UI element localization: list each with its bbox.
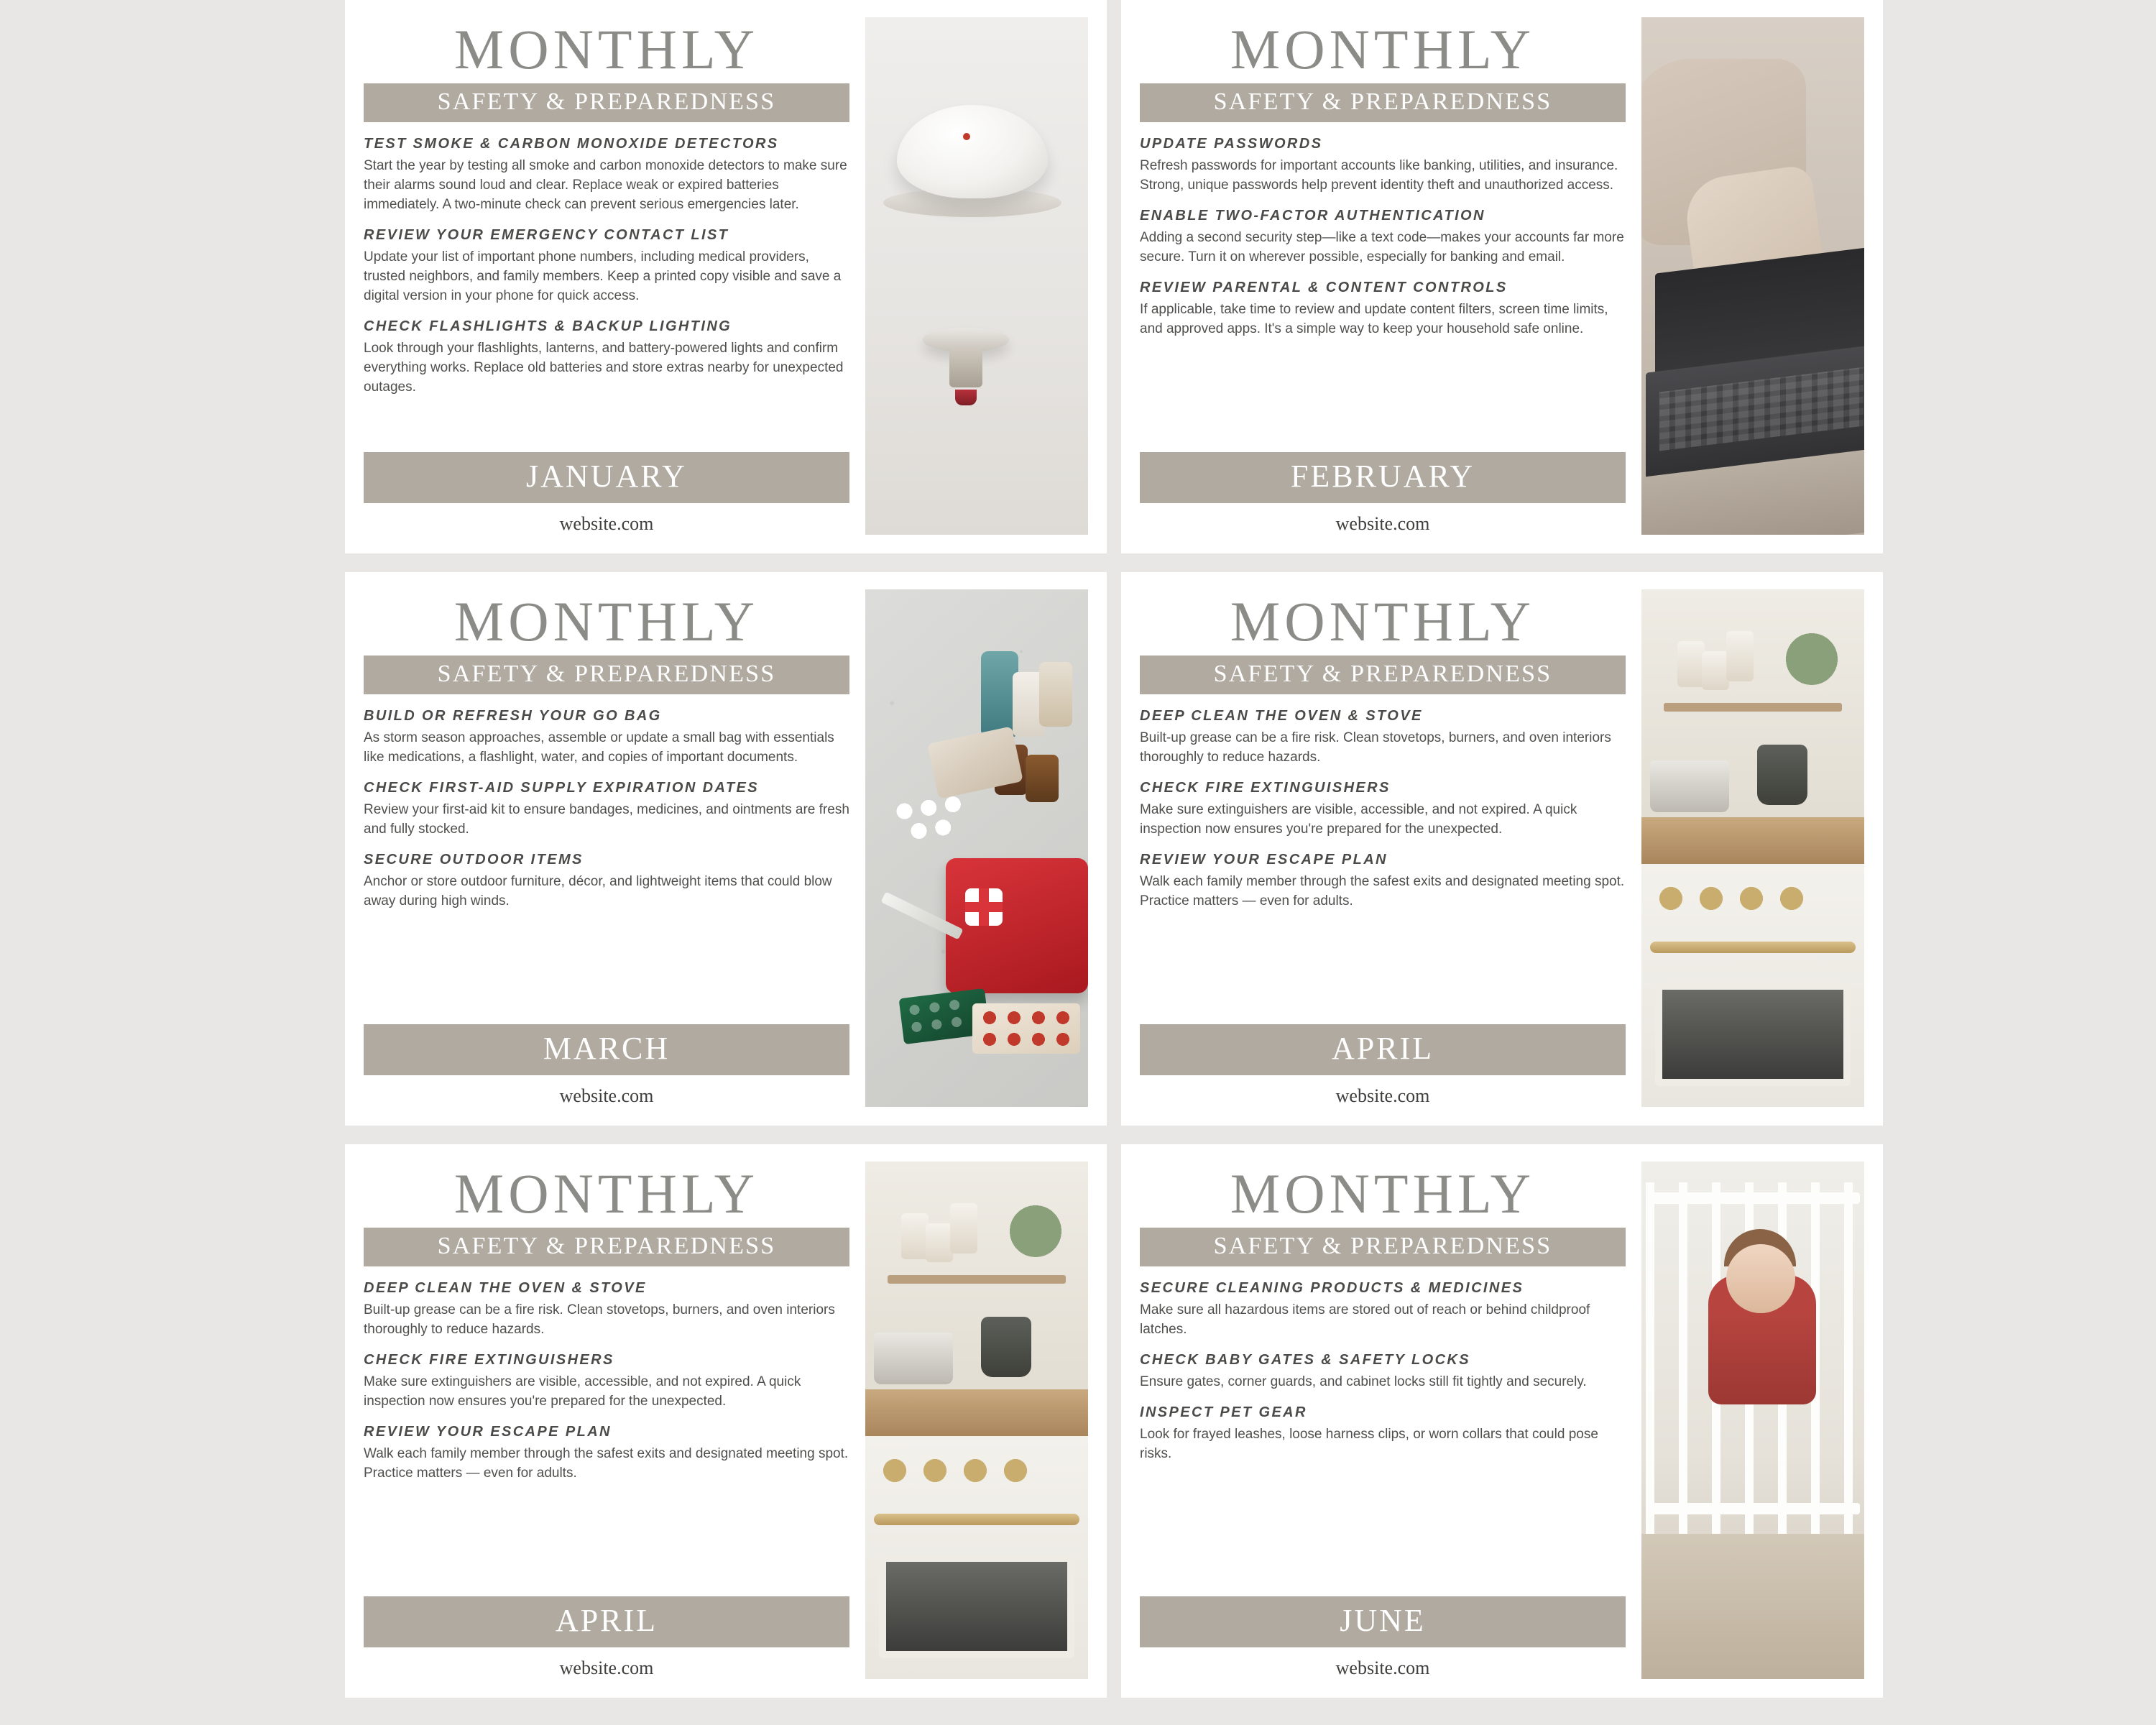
card-photo-column [865, 17, 1088, 535]
tip-section [364, 1423, 849, 1484]
tip-body: Built-up grease can be a fire risk. Clean stovetops, burners, and oven interiors thoroughly to reduce hazards. [364, 1302, 835, 1338]
card-text-column [364, 17, 865, 535]
layout-spacer [1140, 923, 1626, 1020]
tip-body: Walk each family member through the safest exits and designated meeting spot. Practice matters — even for adults. [1140, 873, 1625, 908]
poster-card-january[interactable] [345, 0, 1107, 553]
card-text-column [364, 589, 865, 1107]
page-title: MONTHLY [1230, 1162, 1536, 1225]
card-text-column [364, 1162, 865, 1679]
website-label: website.com [1335, 513, 1430, 534]
tip-section [364, 851, 849, 911]
poster-card-march[interactable] [345, 572, 1107, 1126]
tip-body: Review your first-aid kit to ensure bandages, medicines, and ointments are fresh and fully stocked. [364, 802, 849, 837]
subtitle-banner: SAFETY & PREPAREDNESS [1140, 83, 1626, 122]
tip-heading: UPDATE PASSWORDS [1140, 136, 1323, 152]
tip-heading: CHECK FIRST-AID SUPPLY EXPIRATION DATES [364, 780, 759, 796]
subtitle-banner: SAFETY & PREPAREDNESS [364, 656, 849, 694]
card-photo-column [865, 1162, 1088, 1679]
website-label: website.com [559, 1657, 654, 1678]
tip-heading: DEEP CLEAN THE OVEN & STOVE [364, 1280, 647, 1297]
month-banner: MARCH [364, 1024, 849, 1075]
website-label: website.com [559, 513, 654, 534]
tip-body: Walk each family member through the safest exits and designated meeting spot. Practice matters — even for adults. [364, 1445, 849, 1481]
tip-heading: ENABLE TWO-FACTOR AUTHENTICATION [1140, 208, 1485, 224]
tip-heading: TEST SMOKE & CARBON MONOXIDE DETECTORS [364, 136, 779, 152]
page-title: MONTHLY [453, 18, 760, 80]
layout-spacer [364, 1495, 849, 1592]
website-label: website.com [559, 1085, 654, 1106]
tip-heading: CHECK FIRE EXTINGUISHERS [1140, 780, 1391, 796]
tip-body: Anchor or store outdoor furniture, décor, and lightweight items that could blow away during high winds. [364, 873, 832, 908]
tip-heading: REVIEW PARENTAL & CONTENT CONTROLS [1140, 279, 1508, 295]
tip-body: Look for frayed leashes, loose harness clips, or worn collars that could pose risks. [1140, 1427, 1598, 1461]
tip-body: Adding a second security step—like a text code—makes your accounts far more secure. Turn it on wherever possible, especially for banking and email. [1140, 230, 1624, 264]
tip-body: Update your list of important phone numbers, including medical providers, trusted neighbors, and family members. Keep a printed copy visible and save a digital version in your phone for quick access. [364, 249, 842, 303]
month-banner: JANUARY [364, 452, 849, 503]
poster-card-april[interactable] [1121, 572, 1883, 1126]
poster-card-june[interactable] [1121, 1144, 1883, 1698]
subtitle-banner: SAFETY & PREPAREDNESS [364, 1228, 849, 1266]
smoke-detector-photo [865, 17, 1088, 535]
poster-card-april-duplicate[interactable] [345, 1144, 1107, 1698]
tip-body: If applicable, take time to review and update content filters, screen time limits, and approved apps. It's a simple way to keep your household safe online. [1140, 301, 1608, 336]
subtitle-banner: SAFETY & PREPAREDNESS [1140, 1228, 1626, 1266]
tip-section [1140, 779, 1626, 840]
tip-heading: BUILD OR REFRESH YOUR GO BAG [364, 708, 662, 724]
month-banner: APRIL [1140, 1024, 1626, 1075]
layout-spacer [364, 409, 849, 448]
tip-heading: DEEP CLEAN THE OVEN & STOVE [1140, 708, 1423, 724]
page-title: MONTHLY [1230, 18, 1536, 80]
card-photo-column [1641, 17, 1864, 535]
tip-heading: REVIEW YOUR EMERGENCY CONTACT LIST [364, 227, 729, 243]
tip-section [364, 318, 849, 397]
page-title: MONTHLY [453, 1162, 760, 1225]
website-label: website.com [1335, 1085, 1430, 1106]
tip-body: Ensure gates, corner guards, and cabinet locks still fit tightly and securely. [1140, 1374, 1587, 1390]
card-text-column [1140, 589, 1641, 1107]
tip-body: Make sure extinguishers are visible, accessible, and not expired. A quick inspection now ensures you're prepared for the unexpected. [1140, 802, 1577, 837]
tip-body: Start the year by testing all smoke and carbon monoxide detectors to make sure their alarms sound loud and clear. Replace weak or expired batteries immediately. A two-minute check can prevent serious emergencies later. [364, 158, 847, 213]
card-photo-column [1641, 1162, 1864, 1679]
tip-section [1140, 1404, 1626, 1464]
tip-section [1140, 707, 1626, 768]
tip-section [364, 226, 849, 306]
tip-section [1140, 207, 1626, 267]
tip-heading: SECURE CLEANING PRODUCTS & MEDICINES [1140, 1280, 1524, 1297]
month-banner: APRIL [364, 1596, 849, 1647]
tip-body: Look through your flashlights, lanterns, and battery-powered lights and confirm everything works. Replace old batteries and store extras nearby for unexpected outages. [364, 340, 844, 395]
kitchen-oven-photo [865, 1162, 1088, 1679]
month-banner: FEBRUARY [1140, 452, 1626, 503]
layout-spacer [364, 923, 849, 1020]
tip-body: As storm season approaches, assemble or update a small bag with essentials like medications, a flashlight, water, and copies of important documents. [364, 730, 834, 765]
tip-heading: INSPECT PET GEAR [1140, 1404, 1307, 1420]
month-banner: JUNE [1140, 1596, 1626, 1647]
layout-spacer [1140, 1476, 1626, 1592]
card-photo-column [1641, 589, 1864, 1107]
tip-section [1140, 1351, 1626, 1392]
card-photo-column [865, 589, 1088, 1107]
tip-body: Refresh passwords for important accounts like banking, utilities, and insurance. Strong, unique passwords help prevent identity theft and unauthorized access. [1140, 158, 1618, 193]
laptop-typing-photo [1641, 17, 1864, 535]
website-label: website.com [1335, 1657, 1430, 1678]
tip-section [364, 135, 849, 215]
subtitle-banner: SAFETY & PREPAREDNESS [1140, 656, 1626, 694]
tip-heading: CHECK BABY GATES & SAFETY LOCKS [1140, 1352, 1470, 1368]
card-text-column [1140, 1162, 1641, 1679]
tip-section [364, 1279, 849, 1340]
poster-card-february[interactable] [1121, 0, 1883, 553]
kitchen-oven-photo [1641, 589, 1864, 1107]
tip-section [1140, 851, 1626, 911]
tip-section [364, 707, 849, 768]
baby-gate-photo [1641, 1162, 1864, 1679]
page-title: MONTHLY [453, 590, 760, 653]
subtitle-banner: SAFETY & PREPAREDNESS [364, 83, 849, 122]
tip-heading: REVIEW YOUR ESCAPE PLAN [1140, 851, 1388, 868]
tip-body: Make sure all hazardous items are stored out of reach or behind childproof latches. [1140, 1302, 1590, 1338]
card-text-column [1140, 17, 1641, 535]
tip-body: Built-up grease can be a fire risk. Clean stovetops, burners, and oven interiors thoroughly to reduce hazards. [1140, 730, 1611, 765]
tip-section [1140, 279, 1626, 339]
tip-section [364, 779, 849, 840]
tip-heading: CHECK FIRE EXTINGUISHERS [364, 1352, 614, 1368]
layout-spacer [1140, 351, 1626, 448]
tip-body: Make sure extinguishers are visible, accessible, and not expired. A quick inspection now ensures you're prepared for the unexpected. [364, 1374, 801, 1409]
page-title: MONTHLY [1230, 590, 1536, 653]
tip-section [364, 1351, 849, 1412]
tip-section [1140, 1279, 1626, 1340]
tip-heading: CHECK FLASHLIGHTS & BACKUP LIGHTING [364, 318, 732, 334]
first-aid-kit-photo [865, 589, 1088, 1107]
tip-heading: REVIEW YOUR ESCAPE PLAN [364, 1423, 612, 1440]
tip-section [1140, 135, 1626, 196]
tip-heading: SECURE OUTDOOR ITEMS [364, 851, 584, 868]
